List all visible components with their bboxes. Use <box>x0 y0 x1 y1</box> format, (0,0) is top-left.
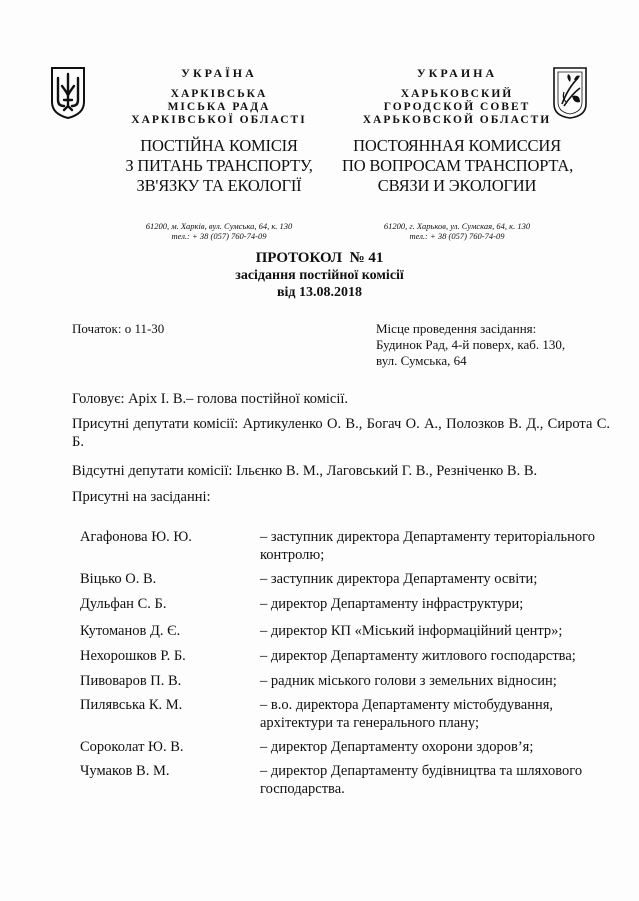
attendee-name: Агафонова Ю. Ю. <box>80 529 192 545</box>
attendee-role: – директор КП «Міський інформаційний центр»; <box>260 623 563 639</box>
header-left <box>104 66 334 241</box>
meeting-venue: Місце проведення засідання: Будинок Рад, 4-й поверх, каб. 130, вул. Сумська, 64 <box>376 321 566 368</box>
attendee-role: – заступник директора Департаменту освіти; <box>260 571 538 587</box>
attendees-heading: Присутні на засіданні: <box>72 489 211 505</box>
attendee-name: Дульфан С. Б. <box>80 596 167 612</box>
meeting-date: від 13.08.2018 <box>276 285 363 300</box>
document-title <box>0 250 639 301</box>
attendee-name: Сороколат Ю. В. <box>80 739 184 755</box>
address-ru: 61200, г. Харьков, ул. Сумская, 64, к. 130 тел.: + 38 (057) 760-74-09 <box>383 221 531 241</box>
country-name-ua: УКРАЇНА <box>181 66 257 80</box>
present-deputies: Присутні депутати комісії: Артикуленко О. В., Богач О. А., Полозков В. Д., Сирота С. Б. <box>72 416 610 450</box>
attendee-name: Кутоманов Д. Є. <box>80 623 181 639</box>
organization-name-ua: ХАРКІВСЬКА МІСЬКА РАДА ХАРКІВСЬКОЇ ОБЛАСТІ <box>131 88 307 126</box>
meeting-type: засідання постійної комісії <box>235 268 404 283</box>
attendee-role: – в.о. директора Департаменту містобудування, архітектури та генерального плану; <box>260 697 554 731</box>
attendee-name: Чумаков В. М. <box>80 763 170 779</box>
address-ua: 61200, м. Харків, вул. Сумська, 64, к. 130 тел.: + 38 (057) 760-74-09 <box>145 221 293 241</box>
country-name-ru: УКРАИНА <box>416 66 498 80</box>
attendee-name: Пивоваров П. В. <box>80 673 182 689</box>
start-time: Початок: о 11-30 <box>72 321 165 336</box>
attendee-role: – директор Департаменту житлового господарства; <box>260 648 576 664</box>
attendee-role: – заступник директора Департаменту територіального контролю; <box>260 529 596 563</box>
organization-name-ru: ХАРЬКОВСКИЙ ГОРОДСКОЙ СОВЕТ ХАРЬКОВСКОЙ ОБЛАСТИ <box>362 88 552 126</box>
attendee-name: Віцько О. В. <box>80 571 157 587</box>
commission-name-ru: ПОСТОЯННАЯ КОМИССИЯ ПО ВОПРОСАМ ТРАНСПОРТА, СВЯЗИ И ЭКОЛОГИИ <box>342 136 574 195</box>
attendee-role: – директор Департаменту інфраструктури; <box>260 596 524 612</box>
attendee-name: Пилявська К. М. <box>80 697 183 713</box>
commission-name-ua: ПОСТІЙНА КОМІСІЯ З ПИТАНЬ ТРАНСПОРТУ, ЗВ'ЯЗКУ ТА ЕКОЛОГІЇ <box>125 136 313 195</box>
coat-of-arms-ukraine-icon <box>50 66 86 120</box>
header-right <box>342 66 572 241</box>
protocol-number: ПРОТОКОЛ № 41 <box>255 250 384 266</box>
attendee-role: – директор Департаменту будівництва та шляхового господарства. <box>260 763 583 797</box>
attendee-role: – директор Департаменту охорони здоров’я; <box>260 739 534 755</box>
attendee-name: Нехорошков Р. Б. <box>80 648 186 664</box>
absent-deputies: Відсутні депутати комісії: Ільєнко В. М., Лаговський Г. В., Резніченко В. В. <box>72 463 538 479</box>
attendee-role: – радник міського голови з земельних відносин; <box>260 673 557 689</box>
chairperson: Головує: Аріх І. В.– голова постійної комісії. <box>72 391 349 407</box>
